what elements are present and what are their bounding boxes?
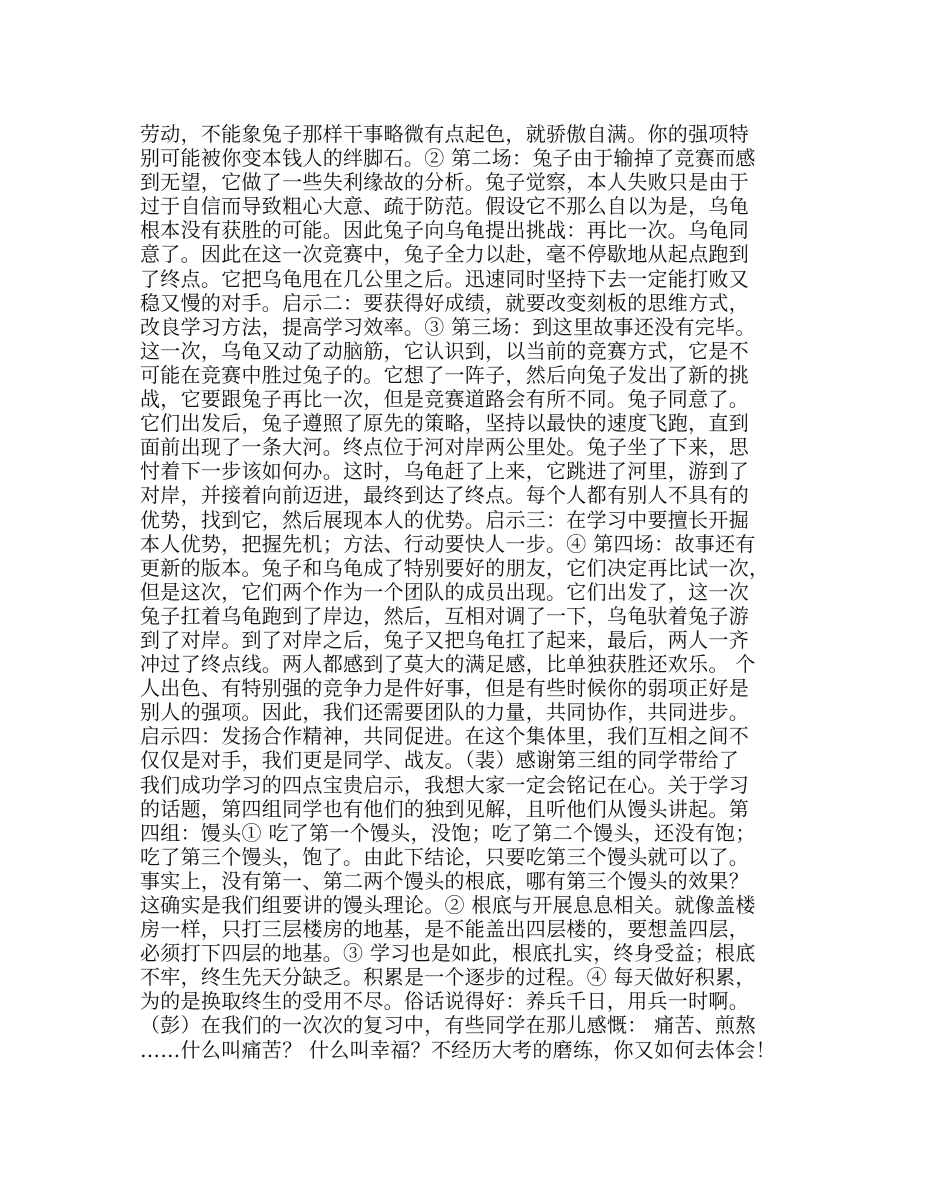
text-line: 的话题，第四组同学也有他们的独到见解，且听他们从馒头讲起。第	[140, 796, 749, 821]
text-line: 改良学习方法，提高学习效率。③ 第三场：到这里故事还没有完毕。	[140, 314, 756, 339]
text-line: 劳动，不能象兔子那样干事略微有点起色，就骄傲自满。你的强项特	[140, 122, 749, 146]
text-line: 兔子扛着乌龟跑到了岸边，然后，互相对调了一下，乌龟驮着兔子游	[140, 603, 749, 628]
text-line: 我们成功学习的四点宝贵启示，我想大家一定会铭记在心。关于学习	[140, 772, 749, 797]
text-line: 人出色、有特别强的竞争力是件好事，但是有些时候你的弱项正好是	[140, 676, 749, 701]
text-line: （彭）在我们的一次次的复习中，有些同学在那儿感慨： 痛苦、煎熬	[140, 1013, 756, 1038]
text-line: 面前出现了一条大河。终点位于河对岸两公里处。兔子坐了下来，思	[140, 435, 749, 460]
text-line: 仅仅是对手，我们更是同学、战友。（裴）感谢第三组的同学带给了	[140, 748, 739, 773]
text-line: 必须打下四层的地基。③ 学习也是如此，根底扎实，终身受益；根底	[140, 941, 756, 966]
text-line: 但是这次，它们两个作为一个团队的成员出现。它们出发了，这一次	[140, 579, 749, 604]
text-line: 根本没有获胜的可能。因此兔子向乌龟提出挑战：再比一次。乌龟同	[140, 218, 749, 243]
text-line: 忖着下一步该如何办。这时，乌龟赶了上来，它跳进了河里，游到了	[140, 459, 749, 484]
text-line: 吃了第三个馒头，饱了。由此下结论，只要吃第三个馒头就可以了。	[140, 844, 749, 869]
text-line: 启示四：发扬合作精神，共同促进。在这个集体里，我们互相之间不	[140, 724, 749, 749]
text-line: 了终点。它把乌龟甩在几公里之后。迅速同时坚持下去一定能打败又	[140, 266, 749, 291]
text-line: 不牢，终生先天分缺乏。积累是一个逐步的过程。④ 每天做好积累，	[140, 965, 756, 990]
text-line: 过于自信而导致粗心大意、疏于防范。假设它不那么自以为是，乌龟	[140, 194, 749, 219]
text-line: 到无望，它做了一些失利缘故的分析。兔子觉察，本人失败只是由于	[140, 170, 749, 195]
text-line: 房一样，只打三层楼房的地基，是不能盖出四层楼的，要想盖四层，	[140, 917, 749, 942]
text-line: 事实上，没有第一、第二两个馒头的根底，哪有第三个馒头的效果？	[140, 868, 749, 893]
text-line: 更新的版本。兔子和乌龟成了特别要好的朋友，它们决定再比试一次，	[140, 555, 770, 580]
text-line: 为的是换取终生的受用不尽。俗话说得好：养兵千日，用兵一时啊。	[140, 989, 749, 1014]
text-line: 意了。因此在这一次竞赛中，兔子全力以赴，毫不停歇地从起点跑到	[140, 242, 749, 267]
text-line: 到了对岸。到了对岸之后，兔子又把乌龟扛了起来，最后，两人一齐	[140, 627, 749, 652]
text-line: 本人优势，把握先机；方法、行动要快人一步。④ 第四场：故事还有	[140, 531, 756, 556]
text-line: 对岸，并接着向前迈进，最终到达了终点。每个人都有别人不具有的	[140, 483, 749, 508]
text-line: 四组：馒头① 吃了第一个馒头，没饱；吃了第二个馒头，还没有饱；	[140, 820, 756, 845]
text-line: 稳又慢的对手。启示二：要获得好成绩，就要改变刻板的思维方式，	[140, 290, 749, 315]
text-line: 别可能被你变本钱人的绊脚石。② 第二场：兔子由于输掉了竞赛而感	[140, 146, 756, 171]
text-line: 这确实是我们组要讲的馒头理论。② 根底与开展息息相关。就像盖楼	[140, 893, 756, 917]
text-line: 这一次，乌龟又动了动脑筋，它认识到，以当前的竞赛方式，它是不	[140, 338, 749, 363]
text-line: 别人的强项。因此，我们还需要团队的力量，共同协作，共同进步。	[140, 700, 749, 725]
body-text	[140, 122, 830, 1062]
text-line: 冲过了终点线。两人都感到了莫大的满足感，比单独获胜还欢乐。 个	[140, 652, 756, 677]
text-line: 优势，找到它，然后展现本人的优势。启示三：在学习中要擅长开掘	[140, 507, 749, 532]
text-line: ……什么叫痛苦？ 什么叫幸福？不经历大考的磨练，你又如何去体会！	[140, 1037, 776, 1062]
text-line: 可能在竞赛中胜过兔子的。它想了一阵子，然后向兔子发出了新的挑	[140, 362, 749, 387]
text-line: 战，它要跟兔子再比一次，但是竞赛道路会有所不同。兔子同意了。	[140, 387, 749, 412]
text-line: 它们出发后，兔子遵照了原先的策略，坚持以最快的速度飞跑，直到	[140, 411, 749, 436]
